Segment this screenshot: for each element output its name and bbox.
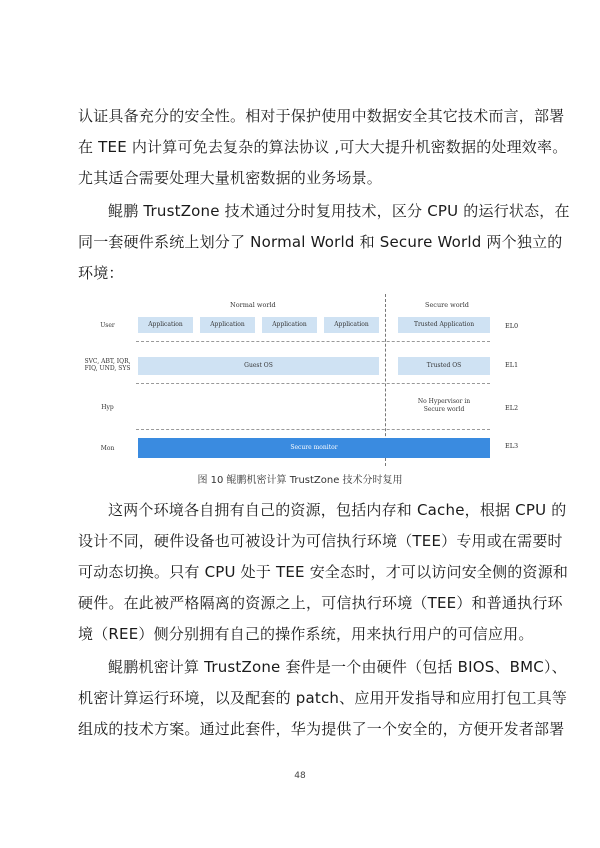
paragraph-line: 设计不同，硬件设备也可被设计为可信执行环境（TEE）专用或在需要时 — [78, 532, 563, 550]
application-box: Application — [324, 317, 379, 333]
secure-world-header: Secure world — [425, 301, 469, 309]
paragraph-3 — [78, 495, 569, 650]
row-label-user: User — [100, 322, 115, 329]
no-hypervisor-line: Secure world — [423, 406, 465, 413]
secure-monitor-box: Secure monitor — [138, 438, 490, 458]
paragraph-line: 这两个环境各自拥有自己的资源，包括内存和 Cache，根据 CPU 的 — [108, 501, 567, 519]
exception-level-label: EL0 — [505, 322, 519, 330]
no-hypervisor-note — [398, 398, 490, 414]
figure-caption: 图 10 鲲鹏机密计算 TrustZone 技术分时复用 — [197, 475, 403, 486]
row-divider — [136, 341, 490, 342]
page-number: 48 — [294, 771, 306, 781]
exception-level-label: EL1 — [505, 361, 519, 369]
row-label-svc-line: SVC, ABT, IQR, — [84, 358, 131, 365]
trusted-application-box: Trusted Application — [398, 317, 490, 333]
paragraph-1 — [78, 101, 568, 194]
paragraph-line: 环境： — [78, 264, 124, 282]
paragraph-4 — [78, 652, 568, 745]
paragraph-line: 同一套硬件系统上划分了 Normal World 和 Secure World 两个独立的 — [78, 233, 563, 251]
paragraph-line: 境（REE）侧分别拥有自己的操作系统，用来执行用户的可信应用。 — [78, 625, 534, 643]
paragraph-line: 可动态切换。只有 CPU 处于 TEE 安全态时，才可以访问安全侧的资源和 — [78, 563, 569, 581]
application-box: Application — [138, 317, 193, 333]
paragraph-line: 认证具备充分的安全性。相对于保护使用中数据安全其它技术而言，部署 — [78, 107, 565, 125]
row-divider — [136, 429, 490, 430]
normal-world-header: Normal world — [230, 301, 276, 309]
paragraph-line: 尤其适合需要处理大量机密数据的业务场景。 — [78, 169, 383, 187]
row-divider — [136, 383, 490, 384]
paragraph-line: 硬件。在此被严格隔离的资源之上，可信执行环境（TEE）和普通执行环 — [78, 594, 563, 612]
paragraph-line: 在 TEE 内计算可免去复杂的算法协议 ,可大大提升机密数据的处理效率。 — [78, 138, 568, 156]
application-box: Application — [262, 317, 317, 333]
paragraph-line: 机密计算运行环境，以及配套的 patch、应用开发指导和应用打包工具等 — [78, 689, 568, 707]
paragraph-line: 组成的技术方案。通过此套件，华为提供了一个安全的，方便开发者部署 — [78, 720, 565, 738]
application-box: Application — [200, 317, 255, 333]
exception-level-label: EL3 — [505, 442, 519, 450]
paragraph-line: 鲲鹏 TrustZone 技术通过分时复用技术，区分 CPU 的运行状态，在 — [108, 202, 570, 220]
row-label-svc-line: FIQ, UND, SYS — [84, 365, 131, 372]
row-label-svc — [80, 358, 135, 372]
paragraph-2 — [78, 196, 570, 289]
exception-level-label: EL2 — [505, 404, 519, 412]
row-label-mon: Mon — [100, 445, 115, 452]
trusted-os-box: Trusted OS — [398, 357, 490, 375]
guest-os-box: Guest OS — [138, 357, 379, 375]
no-hypervisor-line: No Hypervisor in — [417, 398, 471, 405]
trustzone-figure — [80, 294, 530, 466]
paragraph-line: 鲲鹏机密计算 TrustZone 套件是一个由硬件（包括 BIOS、BMC）、 — [108, 658, 567, 676]
row-label-hyp: Hyp — [101, 404, 114, 411]
